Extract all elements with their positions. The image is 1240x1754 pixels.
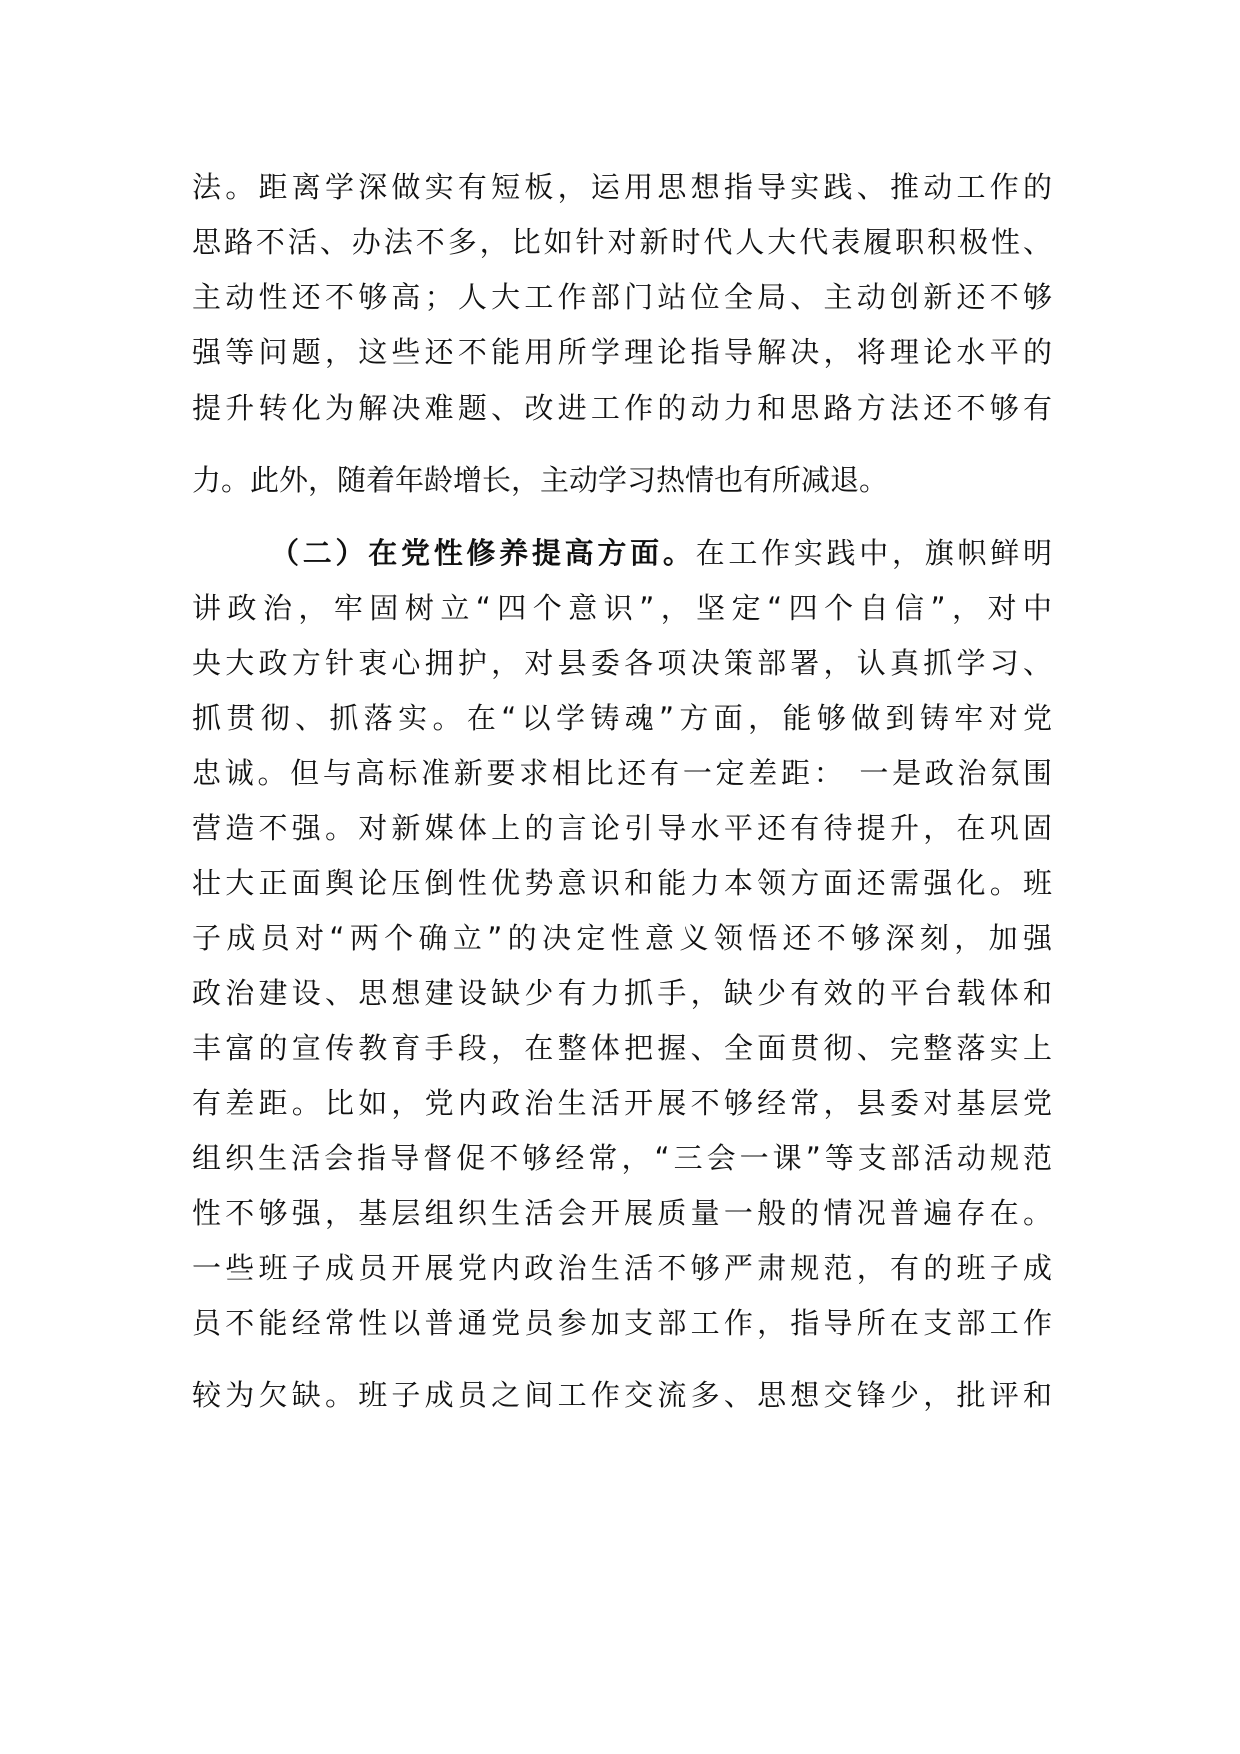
paragraph-2-line-11: 有差距。比如，党内政治生活开展不够经常，县委对基层党 <box>192 1086 1052 1120</box>
paragraph-1-line-4: 强等问题，这些还不能用所学理论指导解决，将理论水平的 <box>192 335 1052 369</box>
paragraph-2-line-9: 政治建设、思想建设缺少有力抓手，缺少有效的平台载体和 <box>192 976 1052 1010</box>
paragraph-2-line-1 <box>270 531 1052 575</box>
paragraph-1-line-1: 法。距离学深做实有短板，运用思想指导实践、推动工作的 <box>192 170 1052 204</box>
paragraph-2-line-8: 子成员对“两个确立”的决定性意义领悟还不够深刻，加强 <box>192 921 1052 955</box>
paragraph-1-line-5: 提升转化为解决难题、改进工作的动力和思路方法还不够有 <box>192 391 1052 425</box>
paragraph-2-line-4: 抓贯彻、抓落实。在“以学铸魂”方面，能够做到铸牢对党 <box>192 701 1052 735</box>
paragraph-2-line-1-text: 在工作实践中，旗帜鲜明 <box>695 536 1052 570</box>
paragraph-1-line-3: 主动性还不够高；人大工作部门站位全局、主动创新还不够 <box>192 280 1052 314</box>
paragraph-2-line-5: 忠诚。但与高标准新要求相比还有一定差距： 一是政治氛围 <box>192 756 1052 790</box>
paragraph-2-line-12: 组织生活会指导督促不够经常，“三会一课”等支部活动规范 <box>192 1141 1052 1175</box>
paragraph-1-line-6: 力。此外，随着年龄增长，主动学习热情也有所减退。 <box>192 463 889 497</box>
paragraph-2-line-15: 员不能经常性以普通党员参加支部工作，指导所在支部工作 <box>192 1306 1052 1340</box>
section-heading: （二）在党性修养提高方面。 <box>270 536 696 570</box>
paragraph-2-line-7: 壮大正面舆论压倒性优势意识和能力本领方面还需强化。班 <box>192 866 1052 900</box>
paragraph-2-line-10: 丰富的宣传教育手段，在整体把握、全面贯彻、完整落实上 <box>192 1031 1052 1065</box>
paragraph-2-line-3: 央大政方针衷心拥护，对县委各项决策部署，认真抓学习、 <box>192 646 1052 680</box>
paragraph-1-line-2: 思路不活、办法不多，比如针对新时代人大代表履职积极性、 <box>192 225 1052 259</box>
paragraph-2-line-13: 性不够强，基层组织生活会开展质量一般的情况普遍存在。 <box>192 1196 1052 1230</box>
paragraph-2-line-14: 一些班子成员开展党内政治生活不够严肃规范，有的班子成 <box>192 1251 1052 1285</box>
paragraph-2-line-6: 营造不强。对新媒体上的言论引导水平还有待提升，在巩固 <box>192 811 1052 845</box>
paragraph-2-line-2: 讲政治，牢固树立“四个意识”，坚定“四个自信”，对中 <box>192 591 1052 625</box>
paragraph-2-line-16: 较为欠缺。班子成员之间工作交流多、思想交锋少，批评和 <box>192 1378 1052 1412</box>
